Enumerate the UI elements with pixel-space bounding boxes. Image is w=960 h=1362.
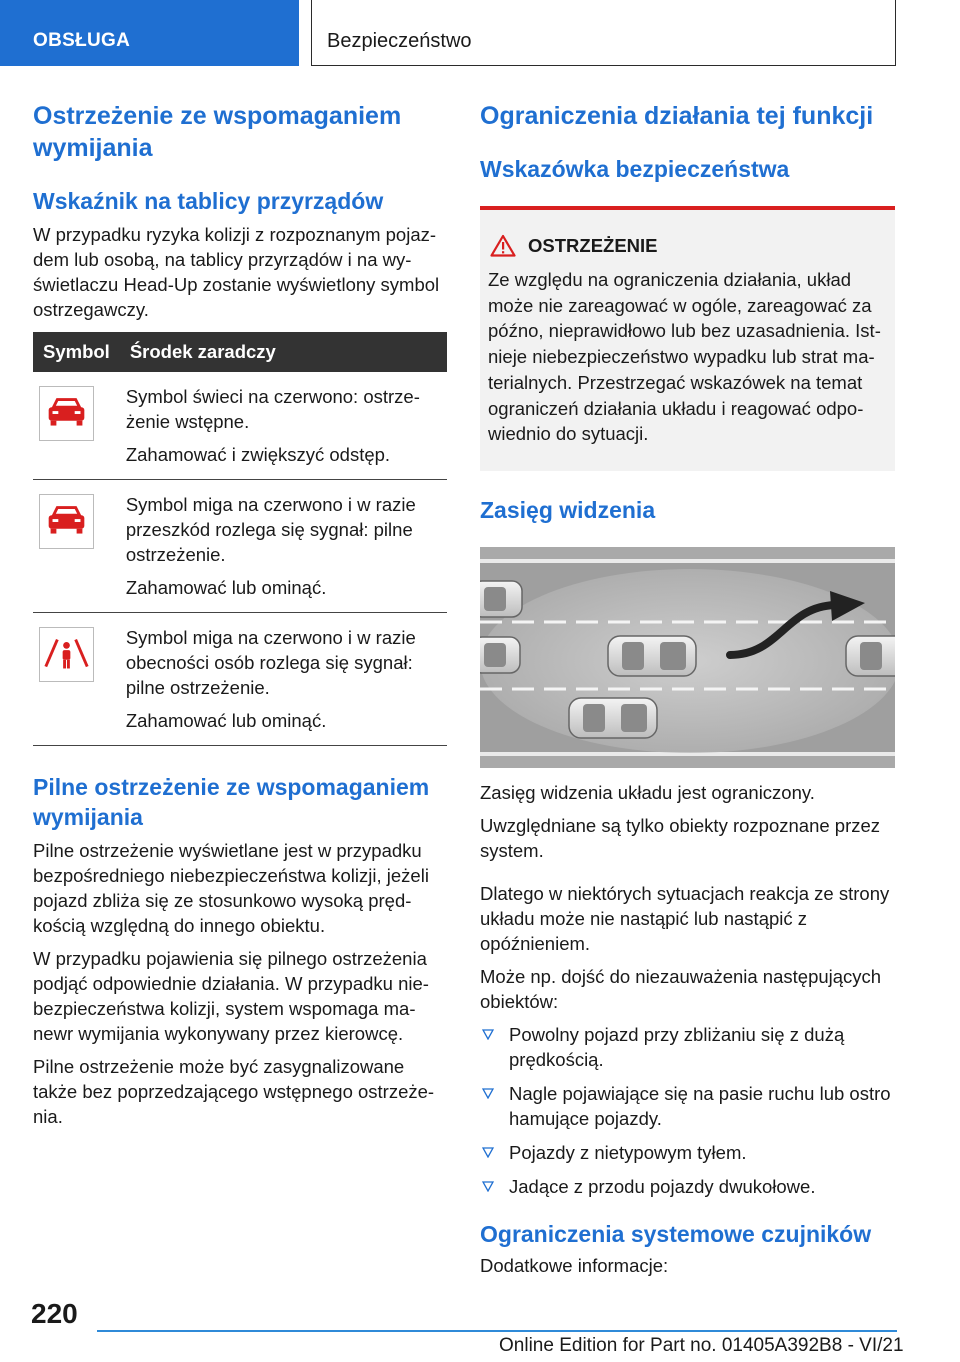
triangle-bullet-icon — [482, 1147, 494, 1158]
page-header — [0, 0, 960, 66]
car-warning-icon — [39, 494, 94, 549]
urgent-paragraph-3: Pilne ostrzeżenie może być zasygnalizowane także bez poprzedzającego wstępnego ostrzeżenia. — [33, 1056, 435, 1127]
range-paragraph-4: Może np. dojść do niezauważenia następujących obiektów: — [480, 965, 882, 1012]
list-item: Nagle pojawiające się na pasie ruchu lub ostro hamujące pojazdy. — [480, 1081, 895, 1131]
footer-divider — [97, 1330, 897, 1332]
symbol-table — [33, 332, 447, 746]
triangle-bullet-icon — [482, 1181, 494, 1192]
pedestrian-warning-icon — [39, 627, 94, 682]
right-column — [480, 100, 895, 1278]
row-action: Zahamować lub ominąć. — [125, 577, 327, 598]
table-row — [33, 372, 447, 480]
sensor-paragraph: Dodatkowe informacje: — [480, 1254, 669, 1276]
range-paragraph-3: Dlatego w niektórych sytuacjach reakcja ze strony układu może nie nastąpić lub nastąpić z opóźnieniem. — [480, 882, 890, 954]
range-paragraph-1: Zasięg widzenia układu jest ograniczony. — [480, 781, 815, 803]
subheading-instrument-cluster: Wskaźnik na tablicy przyrządów — [33, 188, 384, 214]
row-description: Symbol świeci na czerwono: ostrzeżenie wstępne. — [125, 386, 420, 432]
section-heading-limitations: Ograniczenia działania tej funkcji — [480, 102, 874, 130]
list-item: Pojazdy z nietypowym tyłem. — [480, 1140, 895, 1165]
warning-box — [480, 206, 895, 471]
urgent-paragraph-2: W przypadku pojawienia się pilnego ostrzeżenia podjąć odpowiednie działania. W przypadku niebezpieczeństwa kolizji, system wspomaga manewr wymijania wykonywany przez kierowcę. — [33, 948, 429, 1044]
subheading-sensor-limits: Ograniczenia systemowe czujników — [480, 1220, 872, 1247]
row-action: Zahamować i zwiększyć odstęp. — [125, 444, 391, 465]
table-row — [33, 480, 447, 613]
triangle-bullet-icon — [482, 1088, 494, 1099]
section-tab[interactable]: OBSŁUGA — [0, 0, 299, 66]
triangle-bullet-icon — [482, 1029, 494, 1040]
list-item: Powolny pojazd przy zbliżaniu się z dużą prędkością. — [480, 1022, 895, 1072]
range-paragraph-2: Uwzględniane są tylko obiekty rozpoznane przez system. — [480, 814, 881, 861]
warning-header — [490, 234, 887, 257]
page-number: 220 — [31, 1298, 78, 1329]
chapter-title: Bezpieczeństwo — [311, 0, 896, 66]
table-header-symbol: Symbol — [33, 332, 120, 372]
warning-text: Ze względu na ograniczenia działania, układ może nie zareagować w ogóle, zareagować za późno, nieprawidłowo lub bez uzasadnienia. Istnieje niebezpieczeństwo wypadku lub strat materialnych. Przestrzegać wskazówek na temat ograniczeń działania układu i reagować odpowiednio do sytuacji. — [488, 269, 881, 445]
edition-footer: Online Edition for Part no. 01405A392B8 - VI/21 — [499, 1335, 904, 1356]
row-description: Symbol miga na czerwono i w razie obecności osób rozlega się sygnał: pilne ostrzeżenie. — [125, 627, 416, 698]
row-action: Zahamować lub ominąć. — [125, 710, 327, 731]
table-header-action: Środek zaradczy — [120, 332, 447, 372]
row-description: Symbol miga na czerwono i w razie przeszkód rozlega się sygnał: pilne ostrzeżenie. — [125, 494, 416, 565]
section-heading-assist-warning: Ostrzeżenie ze wspomaganiem wymijania — [33, 102, 402, 162]
warning-triangle-icon — [490, 234, 516, 257]
intro-paragraph: W przypadku ryzyka kolizji z rozpoznanym pojazdem lub osobą, na tablicy przyrządów i na wyświetlaczu Head-Up zostanie wyświetlony symbol ostrzegawczy. — [33, 224, 440, 320]
warning-label: OSTRZEŻENIE — [528, 234, 658, 256]
car-warning-icon — [39, 386, 94, 441]
table-row — [33, 613, 447, 746]
subheading-safety-note: Wskazówka bezpieczeństwa — [480, 156, 790, 182]
subheading-urgent-warning: Pilne ostrzeżenie ze wspomaganiem wymijania — [33, 774, 430, 830]
list-item: Jadące z przodu pojazdy dwukołowe. — [480, 1174, 895, 1199]
detection-range-illustration — [480, 547, 895, 768]
urgent-paragraph-1: Pilne ostrzeżenie wyświetlane jest w przypadku bezpośredniego niebezpieczeństwa kolizji, jeżeli pojazd zbliża się ze stosunkowo wysoką prędkością względną do innego obiektu. — [33, 840, 429, 936]
subheading-detection-range: Zasięg widzenia — [480, 496, 656, 523]
undetected-objects-list — [480, 1022, 895, 1199]
left-column — [33, 100, 447, 1129]
